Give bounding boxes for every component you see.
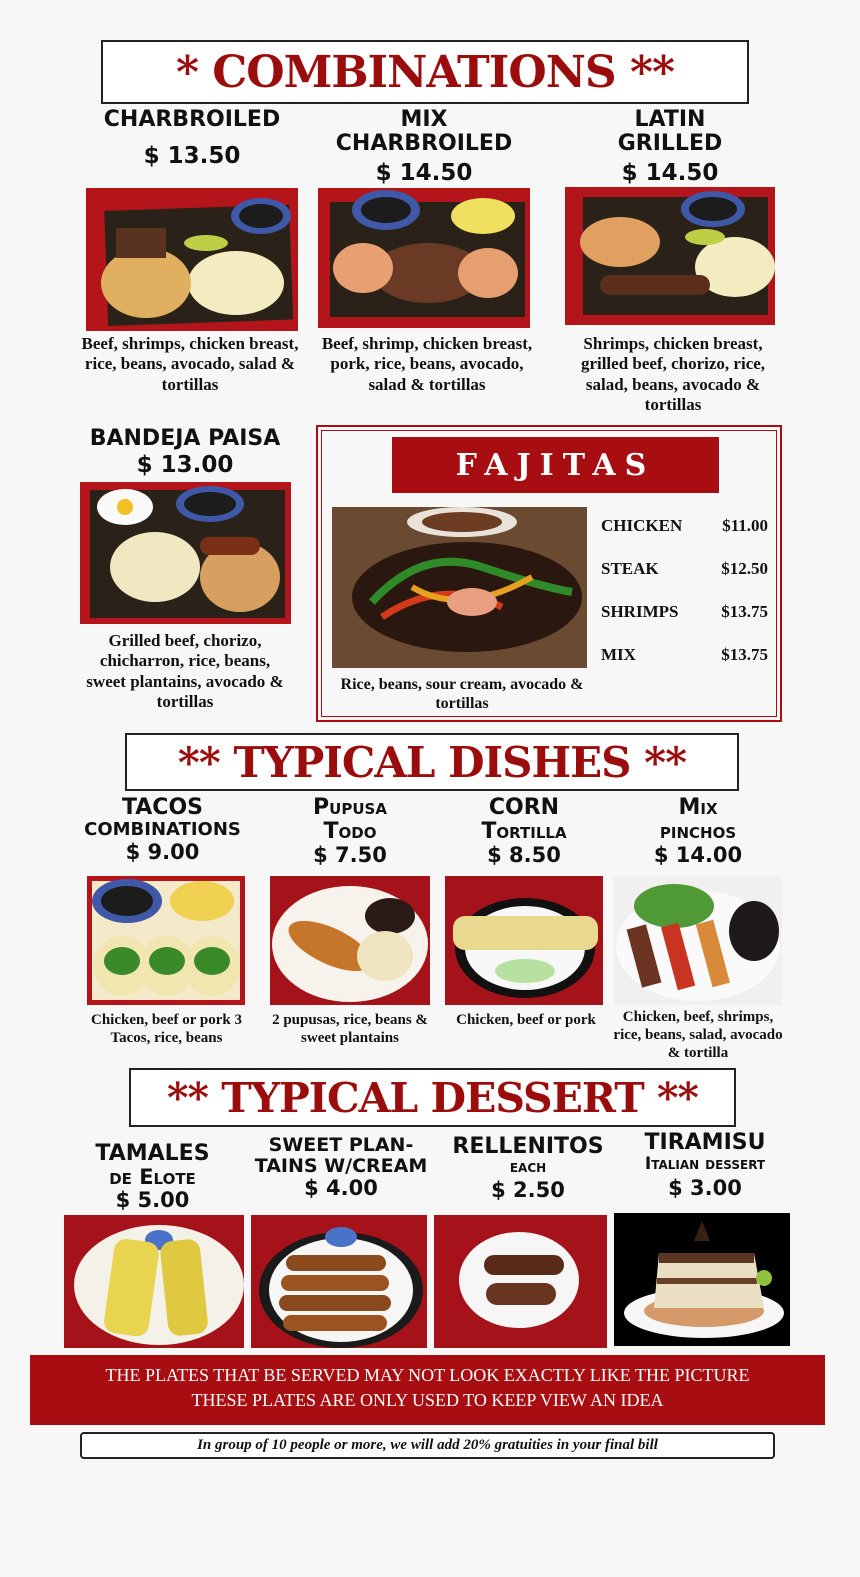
- dish-subtitle-tacos: COMBINATIONS: [84, 819, 241, 840]
- dish-subtitle-tamales: de Elote: [109, 1165, 196, 1189]
- fajitas-photo: [332, 507, 587, 668]
- fajitas-title-bar: [392, 437, 719, 493]
- typical-dessert-banner: [129, 1068, 736, 1127]
- dish-subtitle-mix-pinchos: pinchos: [659, 819, 737, 844]
- mix-pinchos-photo: [614, 876, 782, 1005]
- dish-price-sweet-plantains: $ 4.00: [304, 1176, 378, 1200]
- dish-subtitle-rellenitos: each: [509, 1157, 547, 1177]
- disclaimer-banner: [30, 1355, 825, 1425]
- dish-title-charbroiled: CHARBROILED: [103, 107, 281, 132]
- typical-dishes-banner: [125, 733, 739, 791]
- dish-price-tamales: $ 5.00: [115, 1188, 190, 1212]
- bandeja-paisa-description: Grilled beef, chorizo, chicharron, rice, beans, sweet plantains, avocado & tortillas: [86, 631, 284, 712]
- fajita-option: [601, 559, 768, 579]
- dish-title-tiramisu: TIRAMISU: [644, 1130, 766, 1155]
- fajitas-description: Rice, beans, sour cream, avocado & tortillas: [340, 676, 584, 713]
- dish-price-mix-pinchos: $ 14.00: [653, 843, 743, 867]
- fajita-option: [601, 602, 768, 622]
- dish-title-pupusa: Pupusa: [313, 795, 387, 820]
- mix-charbroiled-photo: [318, 188, 530, 328]
- dish-price-bandeja-paisa: $ 13.00: [136, 452, 234, 478]
- tacos-description: Chicken, beef or pork 3 Tacos, rice, beans: [91, 1012, 242, 1046]
- fajita-option: [601, 516, 768, 536]
- charbroiled-description: Beef, shrimps, chicken breast, rice, beans, avocado, salad & tortillas: [81, 334, 299, 394]
- dish-price-pupusa: $ 7.50: [313, 843, 387, 867]
- mix-pinchos-description: Chicken, beef, shrimps, rice, beans, salad, avocado & tortilla: [613, 1009, 783, 1061]
- dish-title-bandeja-paisa: BANDEJA PAISA: [89, 426, 281, 451]
- dish-price-latin-grilled: $ 14.50: [621, 160, 719, 186]
- fajita-option-name: CHICKEN: [601, 516, 683, 535]
- dish-title-rellenitos: RELLENITOS: [452, 1134, 604, 1159]
- disclaimer-line-1: THE PLATES THAT BE SERVED MAY NOT LOOK EXACTLY LIKE THE PICTURE: [105, 1365, 750, 1385]
- dish-price-charbroiled: $ 13.50: [143, 143, 241, 169]
- dish-price-corn-tortilla: $ 8.50: [487, 843, 561, 867]
- dish-title-tacos: TACOS: [121, 795, 204, 820]
- dish-title-tamales: TAMALES: [95, 1141, 210, 1166]
- rellenitos-photo: [434, 1215, 607, 1348]
- typical-dessert-banner-text: ** TYPICAL DESSERT **: [167, 1073, 698, 1122]
- tamales-photo: [64, 1215, 244, 1348]
- dish-title-mix-pinchos: Mix: [678, 795, 718, 820]
- fajita-option-name: MIX: [601, 645, 636, 664]
- dish-subtitle-pupusa: Todo: [323, 819, 377, 844]
- dish-subtitle-sweet-plantains: TAINS W/CREAM: [254, 1155, 428, 1177]
- fajitas-title: FAJITAS: [455, 447, 656, 483]
- dish-title-sweet-plantains: SWEET PLAN-: [268, 1134, 414, 1156]
- charbroiled-photo: [86, 188, 298, 331]
- sweet-plantains-photo: [251, 1215, 427, 1348]
- dish-price-tacos: $ 9.00: [125, 840, 200, 864]
- tacos-photo: [87, 876, 245, 1005]
- dish-title-mix-charbroiled: MIX CHARBROILED: [335, 107, 513, 157]
- dish-title-latin-grilled: LATIN GRILLED: [617, 107, 723, 157]
- fajita-option-name: STEAK: [601, 559, 659, 578]
- fajita-option-name: SHRIMPS: [601, 602, 679, 621]
- dish-title-corn-tortilla: CORN: [488, 795, 560, 820]
- typical-dishes-banner-text: ** TYPICAL DISHES **: [177, 737, 687, 787]
- fajita-option: [601, 645, 768, 665]
- fajita-option-price: $11.00: [722, 516, 768, 535]
- combinations-banner: [101, 40, 749, 104]
- dish-price-mix-charbroiled: $ 14.50: [375, 160, 473, 186]
- fajitas-price-list: [601, 516, 768, 676]
- combinations-banner-text: * COMBINATIONS **: [175, 46, 675, 98]
- pupusa-description: 2 pupusas, rice, beans & sweet plantains: [272, 1012, 428, 1046]
- disclaimer-line-2: THESE PLATES ARE ONLY USED TO KEEP VIEW AN IDEA: [191, 1390, 664, 1411]
- dish-price-rellenitos: $ 2.50: [491, 1178, 565, 1202]
- dish-price-tiramisu: $ 3.00: [668, 1176, 742, 1200]
- tiramisu-photo: [614, 1213, 790, 1346]
- dish-subtitle-tiramisu: Italian dessert: [644, 1154, 766, 1174]
- fajita-option-price: $12.50: [721, 559, 768, 578]
- fajita-option-price: $13.75: [721, 645, 768, 664]
- gratuity-note-box: [80, 1432, 775, 1459]
- mix-charbroiled-description: Beef, shrimp, chicken breast, pork, rice, beans, avocado, salad & tortillas: [321, 334, 533, 394]
- corn-tortilla-photo: [445, 876, 603, 1005]
- dish-subtitle-corn-tortilla: Tortilla: [481, 819, 567, 844]
- fajita-option-price: $13.75: [721, 602, 768, 621]
- gratuity-note: In group of 10 people or more, we will add 20% gratuities in your final bill: [197, 1437, 658, 1453]
- corn-tortilla-description: Chicken, beef or pork: [456, 1012, 596, 1028]
- pupusa-photo: [270, 876, 430, 1005]
- bandeja-paisa-photo: [80, 482, 291, 624]
- latin-grilled-description: Shrimps, chicken breast, grilled beef, chorizo, rice, salad, beans, avocado & tortillas: [580, 334, 766, 415]
- latin-grilled-photo: [565, 187, 775, 325]
